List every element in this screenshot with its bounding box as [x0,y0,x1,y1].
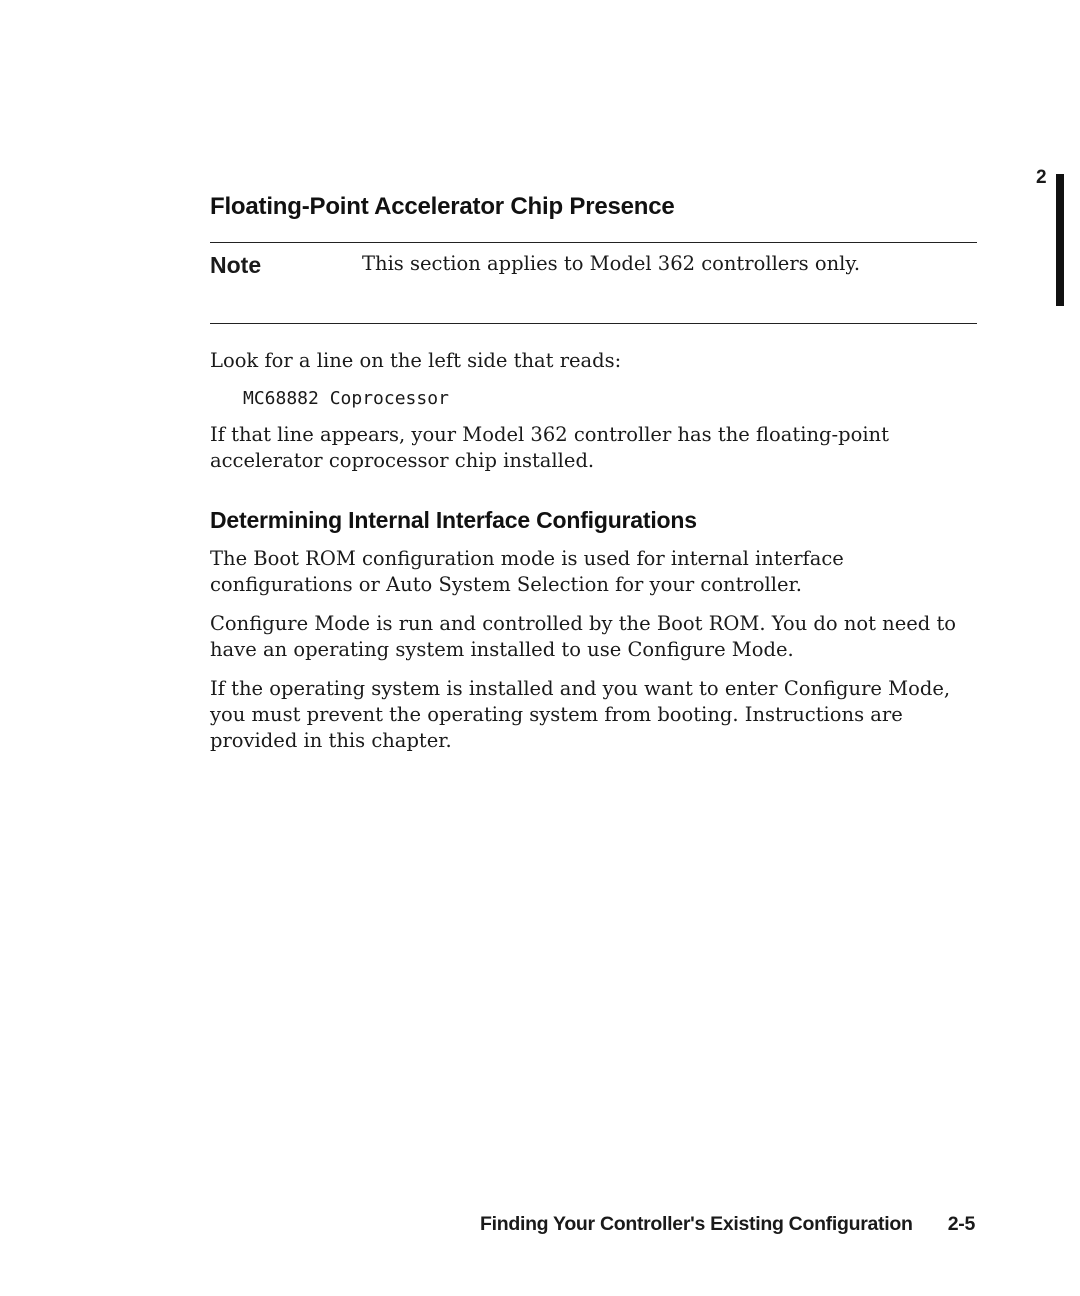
footer-title: Finding Your Controller's Existing Configuration [480,1213,913,1235]
chapter-number: 2 [1036,167,1047,188]
code-line: MC68882 Coprocessor [243,388,449,409]
operating-system-paragraph: If the operating system is installed and you want to enter Configure Mode, you must prevent the operating system from booting. Instructions are provided in this chapter. [210,677,951,752]
page-footer [480,1210,975,1238]
configure-mode-paragraph: Configure Mode is run and controlled by the Boot ROM. You do not need to have an operating system installed to use Configure Mode. [210,612,957,661]
section-heading: Floating-Point Accelerator Chip Presence [210,193,675,220]
note-text: This section applies to Model 362 controllers only. [362,252,861,275]
chapter-tab [1036,168,1072,308]
if-paragraph: If that line appears, your Model 362 controller has the floating-point accelerator coprocessor chip installed. [210,423,889,472]
chapter-bar [1056,174,1064,306]
footer-page-number: 2-5 [947,1213,975,1235]
subsection-heading: Determining Internal Interface Configurations [210,507,697,533]
look-paragraph: Look for a line on the left side that reads: [210,349,622,372]
note-label: Note [210,252,262,278]
page-content [210,190,980,754]
note-box [210,242,977,324]
boot-rom-paragraph: The Boot ROM configuration mode is used for internal interface configurations or Auto System Selection for your controller. [210,547,844,596]
